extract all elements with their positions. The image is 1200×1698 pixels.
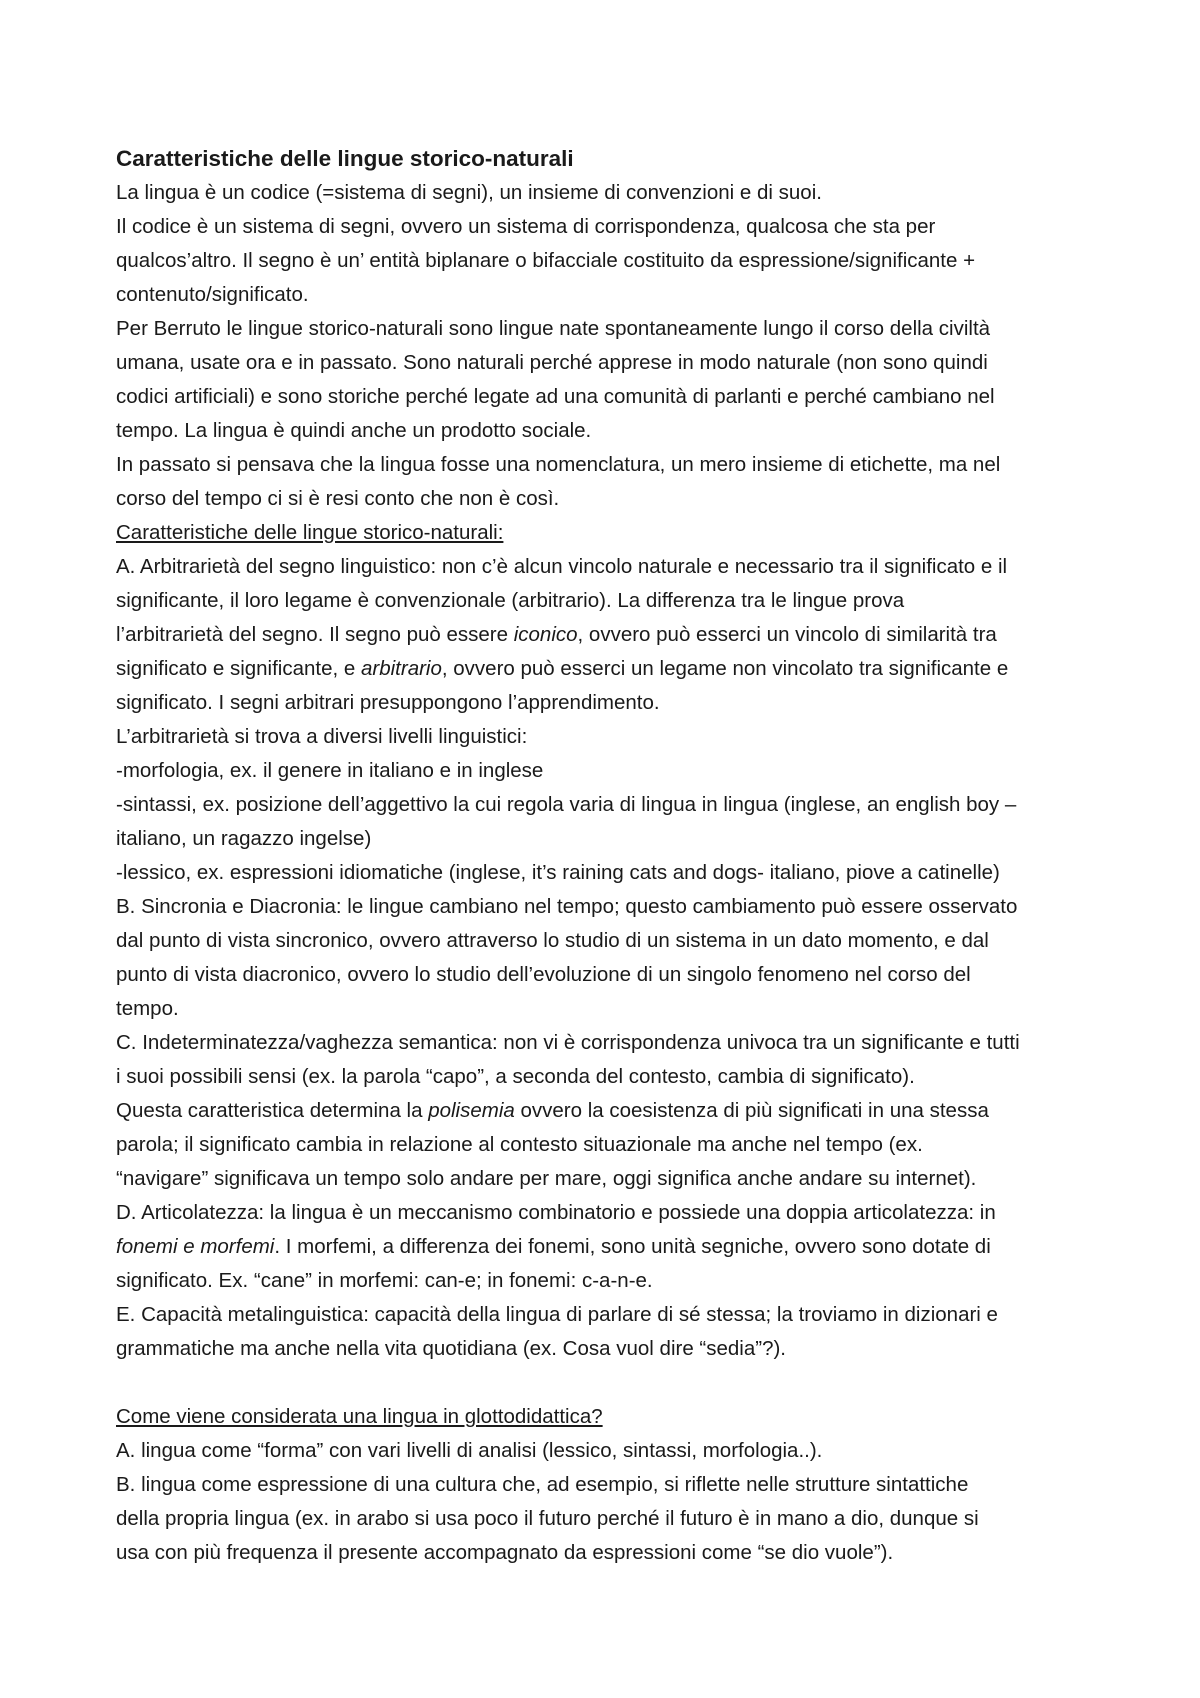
paragraph-line: La lingua è un codice (=sistema di segni), un insieme di convenzioni e di suoi. [116, 181, 822, 204]
text-run: , ovvero può esserci un legame non vincolato tra significante e [441, 657, 1009, 680]
paragraph-line [116, 652, 1106, 686]
paragraph-line [116, 618, 1106, 652]
list-line: italiano, un ragazzo ingelse) [116, 827, 372, 850]
text-run: . I morfemi, a differenza dei fonemi, sono unità segniche, ovvero sono dotate di [274, 1235, 991, 1258]
paragraph-line: A. lingua come “forma” con vari livelli di analisi (lessico, sintassi, morfologia..). [116, 1439, 823, 1462]
italic-term: iconico [513, 623, 578, 646]
paragraph-line: qualcos’altro. Il segno è un’ entità biplanare o bifacciale costituito da espressione/significante + [116, 249, 976, 272]
text-run: l’arbitrarietà del segno. Il segno può essere [116, 623, 514, 646]
document-title: Caratteristiche delle lingue storico-naturali [116, 146, 574, 171]
paragraph-line: dal punto di vista sincronico, ovvero attraverso lo studio di un sistema in un dato momento, e dal [116, 929, 989, 952]
paragraph-line: “navigare” significava un tempo solo andare per mare, oggi significa anche andare su internet). [116, 1167, 977, 1190]
paragraph-line: i suoi possibili sensi (ex. la parola “capo”, a seconda del contesto, cambia di significato). [116, 1065, 915, 1088]
paragraph-line: In passato si pensava che la lingua fosse una nomenclatura, un mero insieme di etichette, ma nel [116, 453, 1001, 476]
paragraph-line: grammatiche ma anche nella vita quotidiana (ex. Cosa vuol dire “sedia”?). [116, 1337, 787, 1360]
document-page [116, 142, 1106, 1570]
italic-term: polisemia [428, 1099, 515, 1122]
italic-term: arbitrario [361, 657, 442, 680]
paragraph-line: significato. Ex. “cane” in morfemi: can-e; in fonemi: c-a-n-e. [116, 1269, 653, 1292]
paragraph-line: B. lingua come espressione di una cultura che, ad esempio, si riflette nelle strutture sintattiche [116, 1473, 969, 1496]
list-line: -morfologia, ex. il genere in italiano e in inglese [116, 759, 544, 782]
text-run: significato e significante, e [116, 657, 361, 680]
paragraph-line: corso del tempo ci si è resi conto che non è così. [116, 487, 560, 510]
text-run: , ovvero può esserci un vincolo di similarità tra [577, 623, 997, 646]
paragraph-line: contenuto/significato. [116, 283, 309, 306]
blank-line [116, 1366, 1106, 1400]
paragraph-line: D. Articolatezza: la lingua è un meccanismo combinatorio e possiede una doppia articolatezza: in [116, 1201, 996, 1224]
paragraph-line: tempo. [116, 997, 179, 1020]
paragraph-line: umana, usate ora e in passato. Sono naturali perché apprese in modo naturale (non sono quindi [116, 351, 988, 374]
paragraph-line: codici artificiali) e sono storiche perché legate ad una comunità di parlanti e perché cambiano nel [116, 385, 995, 408]
section-heading-glottodidactics: Come viene considerata una lingua in glottodidattica? [116, 1405, 603, 1428]
paragraph-line: A. Arbitrarietà del segno linguistico: non c’è alcun vincolo naturale e necessario tra il significato e il [116, 555, 1008, 578]
italic-term: fonemi e morfemi [116, 1235, 275, 1258]
list-line: -sintassi, ex. posizione dell’aggettivo la cui regola varia di lingua in lingua (inglese, an english boy – [116, 793, 1017, 816]
paragraph-line: della propria lingua (ex. in arabo si usa poco il futuro perché il futuro è in mano a dio, dunque si [116, 1507, 979, 1530]
paragraph-line [116, 1230, 1106, 1264]
paragraph-line: Per Berruto le lingue storico-naturali sono lingue nate spontaneamente lungo il corso della civiltà [116, 317, 991, 340]
paragraph-line: E. Capacità metalinguistica: capacità della lingua di parlare di sé stessa; la troviamo in dizionari e [116, 1303, 998, 1326]
list-line: -lessico, ex. espressioni idiomatiche (inglese, it’s raining cats and dogs- italiano, piove a catinelle) [116, 861, 1000, 884]
paragraph-line [116, 1094, 1106, 1128]
paragraph-line: parola; il significato cambia in relazione al contesto situazionale ma anche nel tempo (ex. [116, 1133, 923, 1156]
text-run: ovvero la coesistenza di più significati in una stessa [514, 1099, 989, 1122]
paragraph-line: Il codice è un sistema di segni, ovvero un sistema di corrispondenza, qualcosa che sta per [116, 215, 936, 238]
paragraph-line: significato. I segni arbitrari presuppongono l’apprendimento. [116, 691, 660, 714]
paragraph-line: tempo. La lingua è quindi anche un prodotto sociale. [116, 419, 592, 442]
text-run: Questa caratteristica determina la [116, 1099, 429, 1122]
section-heading-characteristics: Caratteristiche delle lingue storico-naturali: [116, 521, 504, 544]
paragraph-line: significante, il loro legame è convenzionale (arbitrario). La differenza tra le lingue prova [116, 589, 905, 612]
paragraph-line: C. Indeterminatezza/vaghezza semantica: non vi è corrispondenza univoca tra un significante e tutti [116, 1031, 1020, 1054]
paragraph-line: usa con più frequenza il presente accompagnato da espressioni come “se dio vuole”). [116, 1541, 894, 1564]
paragraph-line: punto di vista diacronico, ovvero lo studio dell’evoluzione di un singolo fenomeno nel corso del [116, 963, 971, 986]
paragraph-line: B. Sincronia e Diacronia: le lingue cambiano nel tempo; questo cambiamento può essere osservato [116, 895, 1018, 918]
paragraph-line: L’arbitrarietà si trova a diversi livelli linguistici: [116, 725, 528, 748]
